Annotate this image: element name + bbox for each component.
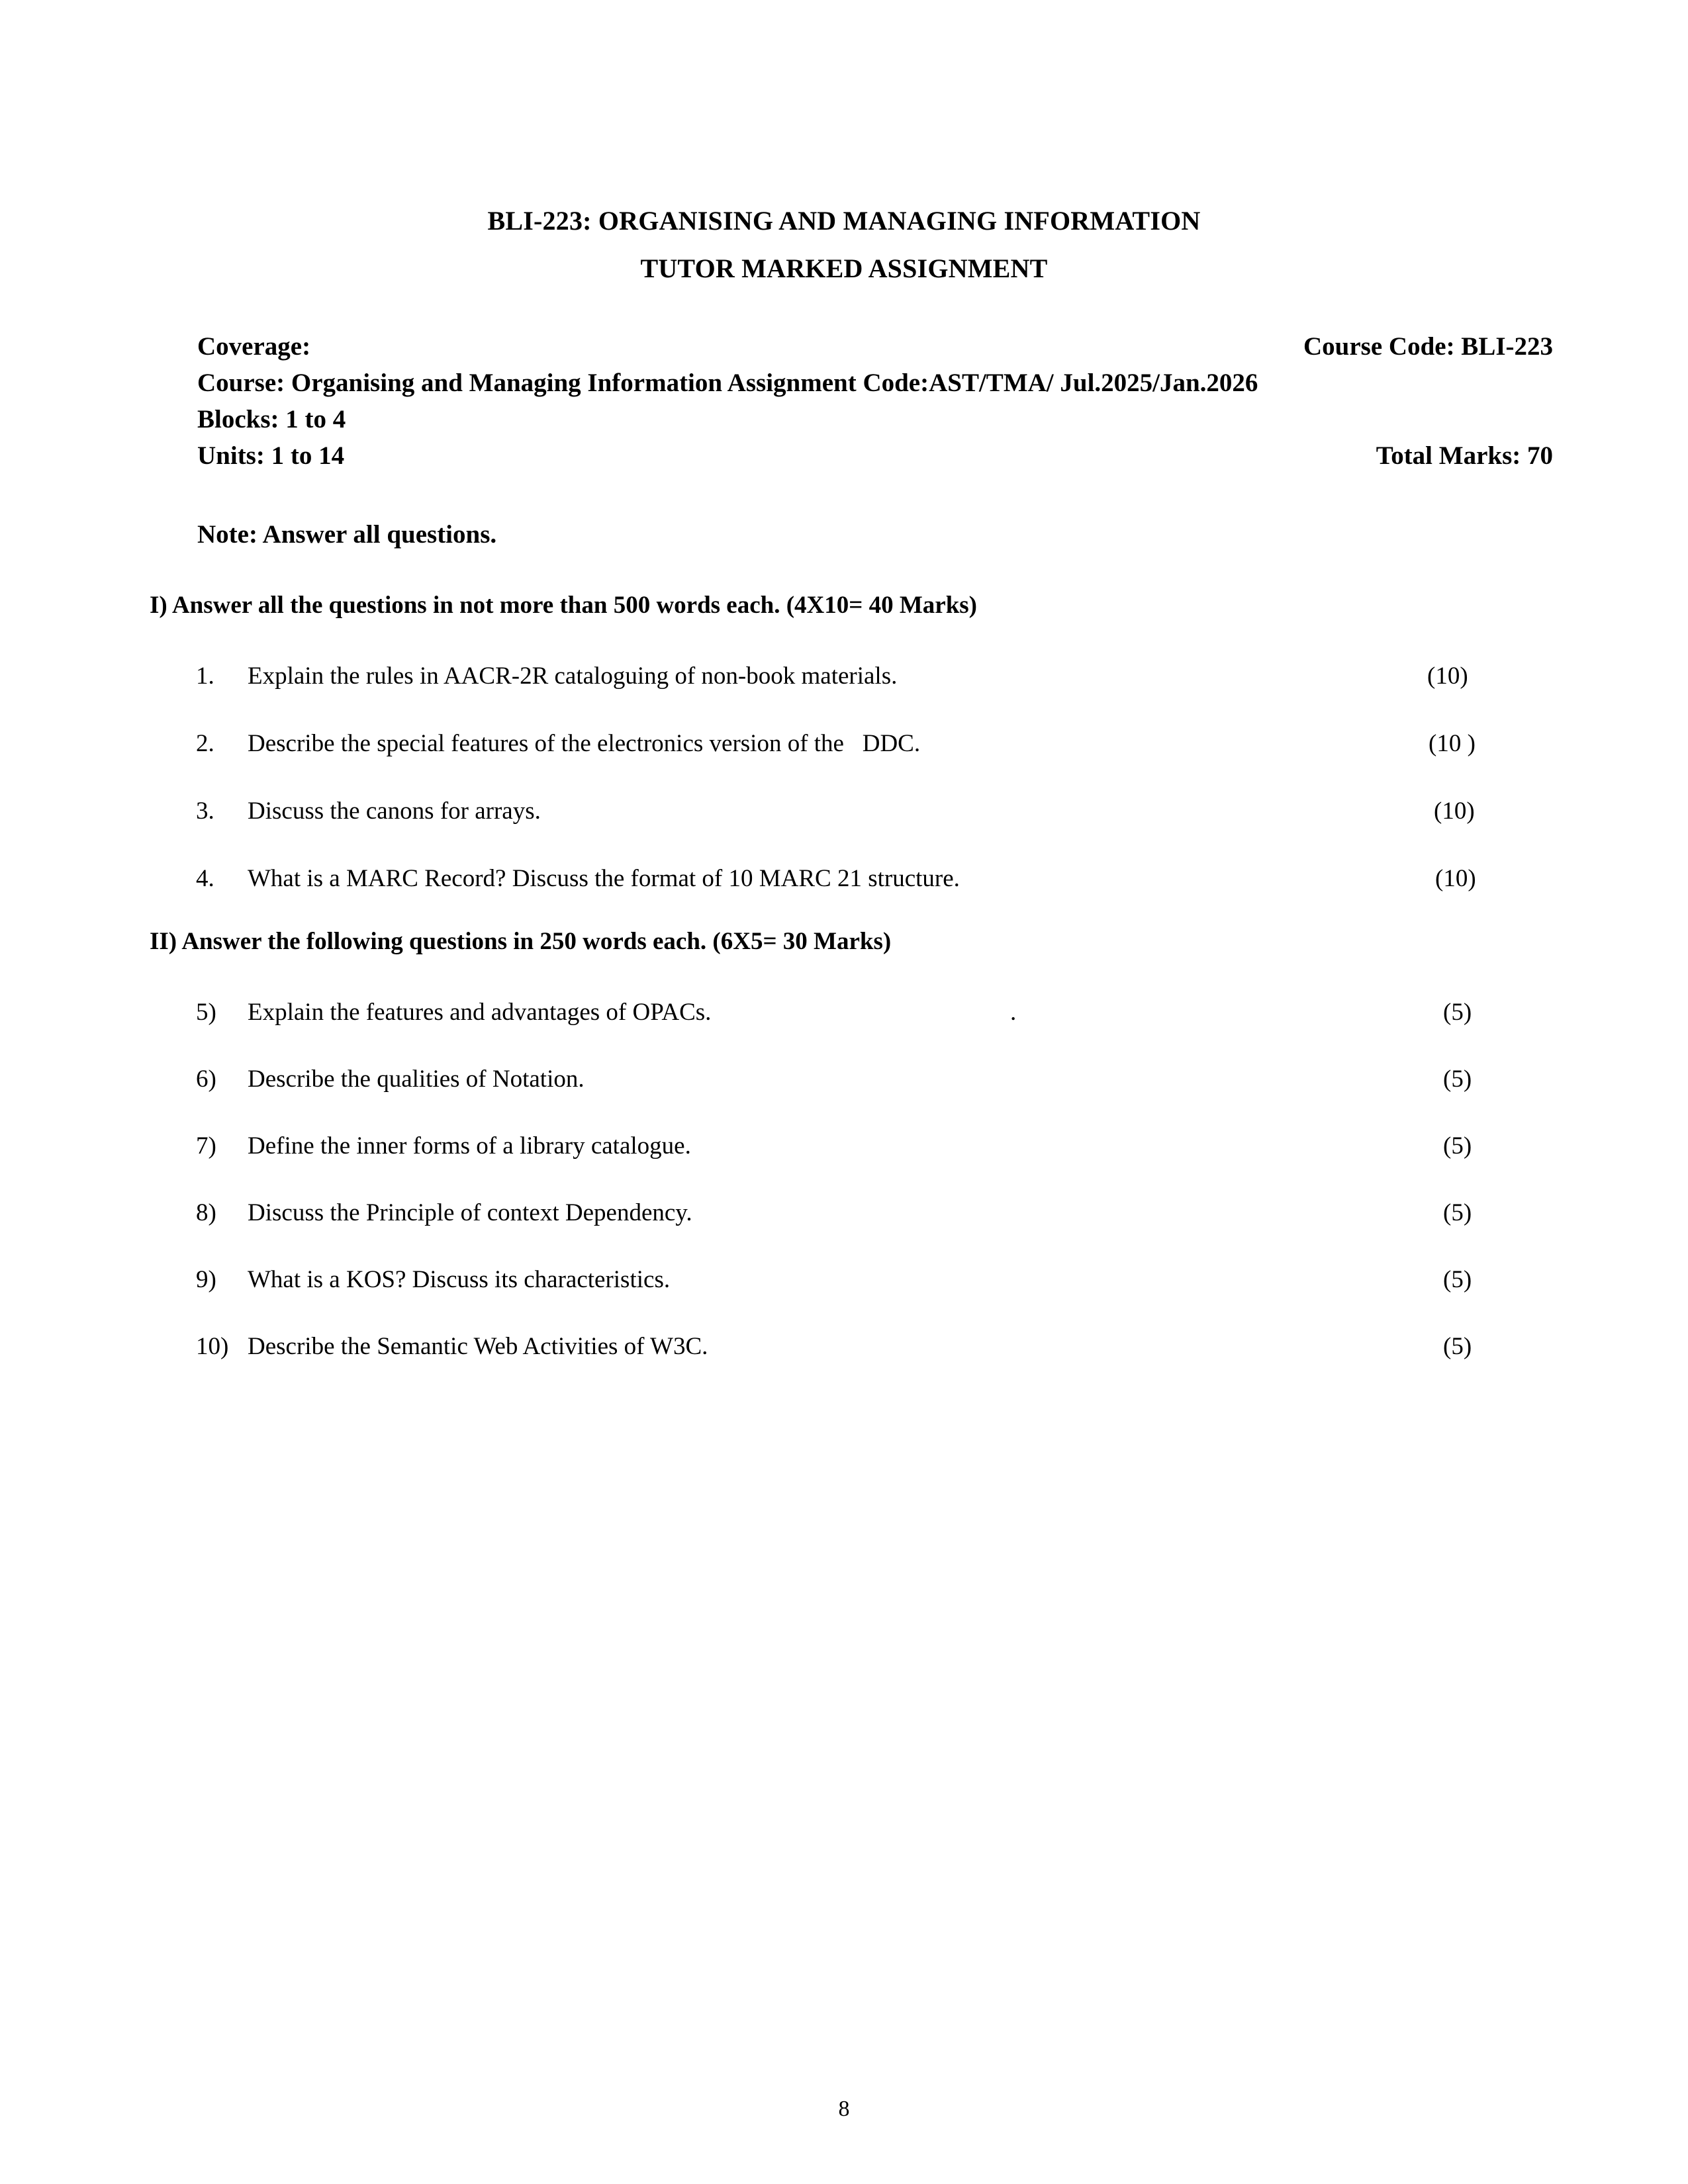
meta-row bbox=[197, 328, 1553, 365]
document-title-line-2: TUTOR MARKED ASSIGNMENT bbox=[640, 253, 1048, 283]
question-number: 10) bbox=[196, 1333, 229, 1360]
section-heading-part-1: I) Answer all the questions in not more than 500 words each. (4X10= 40 Marks) bbox=[150, 592, 977, 619]
meta-right-text: Total Marks: 70 bbox=[1376, 441, 1553, 470]
question-text: What is a KOS? Discuss its characteristics. bbox=[248, 1266, 671, 1293]
question-number: 2. bbox=[196, 730, 214, 757]
question-number: 9) bbox=[196, 1266, 216, 1293]
document-title-line-1: BLI-223: ORGANISING AND MANAGING INFORMATION bbox=[487, 206, 1201, 236]
question-marks: (5) bbox=[1443, 999, 1472, 1026]
question-list-part-1 bbox=[196, 662, 1553, 932]
meta-right-text: Course Code: BLI-223 bbox=[1303, 332, 1553, 361]
question-number: 7) bbox=[196, 1132, 216, 1160]
question-list-part-2 bbox=[196, 998, 1553, 1399]
question-number: 6) bbox=[196, 1066, 216, 1093]
question-row bbox=[196, 998, 1553, 1065]
question-row bbox=[196, 1132, 1553, 1199]
question-text: Discuss the canons for arrays. bbox=[248, 797, 541, 825]
question-marks: (10) bbox=[1435, 865, 1476, 892]
question-marks: (10) bbox=[1427, 662, 1468, 690]
section-heading-part-2: II) Answer the following questions in 250 words each. (6X5= 30 Marks) bbox=[150, 928, 892, 955]
course-meta-block bbox=[197, 328, 1553, 474]
question-row bbox=[196, 797, 1553, 864]
question-row bbox=[196, 1199, 1553, 1265]
meta-left-text: Coverage: bbox=[197, 332, 311, 361]
question-text: What is a MARC Record? Discuss the format of 10 MARC 21 structure. bbox=[248, 865, 960, 892]
question-number: 1. bbox=[196, 662, 214, 690]
question-text: Explain the rules in AACR-2R cataloguing of non-book materials. bbox=[248, 662, 898, 690]
question-number: 8) bbox=[196, 1199, 216, 1226]
question-row bbox=[196, 864, 1553, 932]
question-marks: (5) bbox=[1443, 1333, 1472, 1360]
question-row bbox=[196, 662, 1553, 729]
question-marks: (5) bbox=[1443, 1132, 1472, 1160]
question-marks: (5) bbox=[1443, 1066, 1472, 1093]
question-text: Explain the features and advantages of OPACs. bbox=[248, 999, 712, 1026]
question-number: 3. bbox=[196, 797, 214, 825]
question-number: 5) bbox=[196, 999, 216, 1026]
question-marks: (10) bbox=[1434, 797, 1475, 825]
question-row bbox=[196, 1265, 1553, 1332]
question-marks: (5) bbox=[1443, 1199, 1472, 1226]
question-text: Describe the Semantic Web Activities of W3C. bbox=[248, 1333, 708, 1360]
question-row bbox=[196, 1065, 1553, 1132]
note-line: Note: Answer all questions. bbox=[197, 520, 497, 549]
meta-left-text: Course: Organising and Managing Information Assignment Code:AST/TMA/ Jul.2025/Jan.2026 bbox=[197, 369, 1258, 397]
question-row bbox=[196, 1332, 1553, 1399]
meta-left-text: Units: 1 to 14 bbox=[197, 441, 345, 470]
meta-row bbox=[197, 437, 1553, 474]
stray-punctuation-mark: . bbox=[1010, 999, 1017, 1026]
question-row bbox=[196, 729, 1553, 797]
question-text: Describe the qualities of Notation. bbox=[248, 1066, 585, 1093]
meta-row bbox=[197, 365, 1553, 401]
question-text: Discuss the Principle of context Dependency. bbox=[248, 1199, 692, 1226]
meta-row bbox=[197, 401, 1553, 437]
page-number: 8 bbox=[838, 2097, 850, 2121]
question-marks: (10 ) bbox=[1429, 730, 1476, 757]
question-number: 4. bbox=[196, 865, 214, 892]
question-text: Define the inner forms of a library catalogue. bbox=[248, 1132, 691, 1160]
question-text: Describe the special features of the electronics version of the DDC. bbox=[248, 730, 921, 757]
meta-left-text: Blocks: 1 to 4 bbox=[197, 405, 346, 433]
question-marks: (5) bbox=[1443, 1266, 1472, 1293]
